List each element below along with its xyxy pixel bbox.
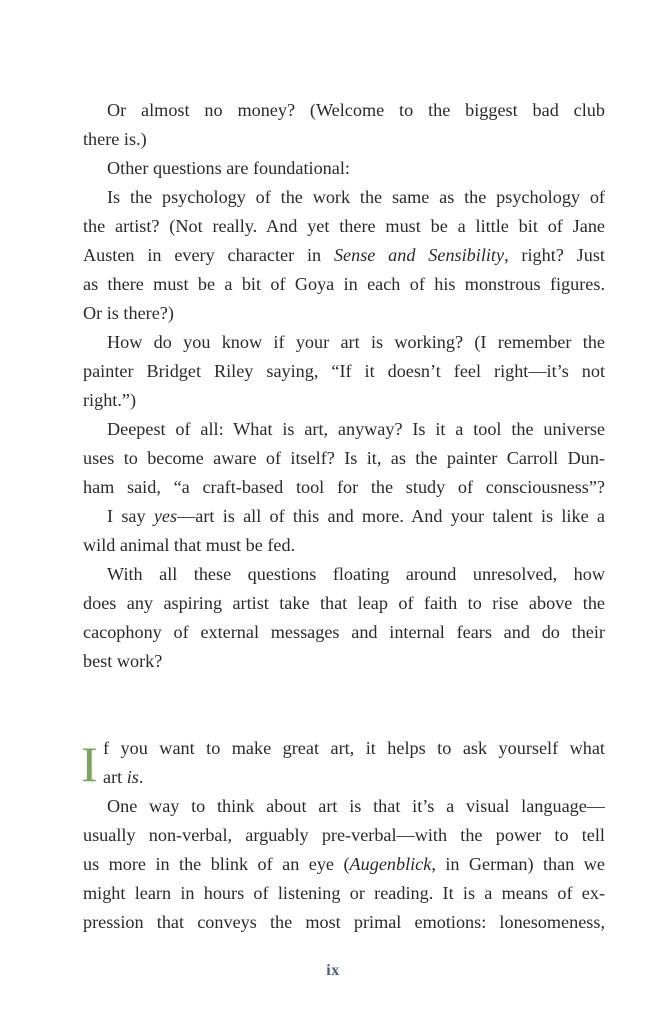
text-line: ham said, “a craft-based tool for the study of consciousness”? [83, 477, 605, 497]
paragraph [83, 415, 605, 502]
text-line: cacophony of external messages and internal fears and do their [83, 622, 605, 642]
paragraph [83, 792, 605, 937]
paragraph [83, 560, 605, 676]
section-break [83, 676, 605, 734]
text-line: painter Bridget Riley saying, “If it doesn’t feel right—it’s not [83, 361, 605, 381]
paragraph [83, 154, 605, 183]
text-line: pression that conveys the most primal emotions: lonesomeness, [83, 912, 605, 932]
dropcap-paragraph [83, 734, 605, 792]
drop-cap-letter: I [81, 736, 98, 792]
text-line: Is the psychology of the work the same as the psychology of [107, 187, 605, 207]
text-line: I say yes—art is all of this and more. And your talent is like a [107, 506, 605, 526]
page-body [83, 96, 605, 937]
body-text-top [83, 96, 605, 676]
paragraph [83, 502, 605, 560]
text-line: there is.) [83, 129, 147, 149]
paragraph [83, 96, 605, 154]
text-line: the artist? (Not really. And yet there must be a little bit of Jane [83, 216, 605, 236]
text-line: as there must be a bit of Goya in each of his monstrous figures. [83, 274, 605, 294]
text-line: best work? [83, 651, 163, 671]
text-line: does any aspiring artist take that leap of faith to rise above the [83, 593, 605, 613]
text-line: Other questions are foundational: [107, 158, 350, 178]
text-line: might learn in hours of listening or reading. It is a means of ex- [83, 883, 605, 903]
text-line: Deepest of all: What is art, anyway? Is it a tool the universe [107, 419, 605, 439]
dropcap-paragraph-lines [103, 734, 605, 792]
text-line: How do you know if your art is working? (I remember the [107, 332, 605, 352]
body-text-bottom [83, 792, 605, 937]
text-line: Or is there?) [83, 303, 174, 323]
text-line: f you want to make great art, it helps to ask yourself what [103, 738, 605, 758]
paragraph [83, 328, 605, 415]
text-line: Or almost no money? (Welcome to the biggest bad club [107, 100, 605, 120]
text-line: us more in the blink of an eye (Augenblick, in German) than we [83, 854, 605, 874]
text-line: One way to think about art is that it’s a visual language— [107, 796, 605, 816]
text-line: usually non-verbal, arguably pre-verbal—with the power to tell [83, 825, 605, 845]
text-line: With all these questions floating around unresolved, how [107, 564, 605, 584]
text-line: uses to become aware of itself? Is it, as the painter Carroll Dun- [83, 448, 605, 468]
text-line: Austen in every character in Sense and Sensibility, right? Just [83, 245, 605, 265]
page-number: ix [326, 962, 340, 979]
paragraph [83, 183, 605, 328]
text-line: right.”) [83, 390, 137, 410]
text-line: wild animal that must be fed. [83, 535, 296, 555]
text-line: art is. [103, 767, 144, 787]
